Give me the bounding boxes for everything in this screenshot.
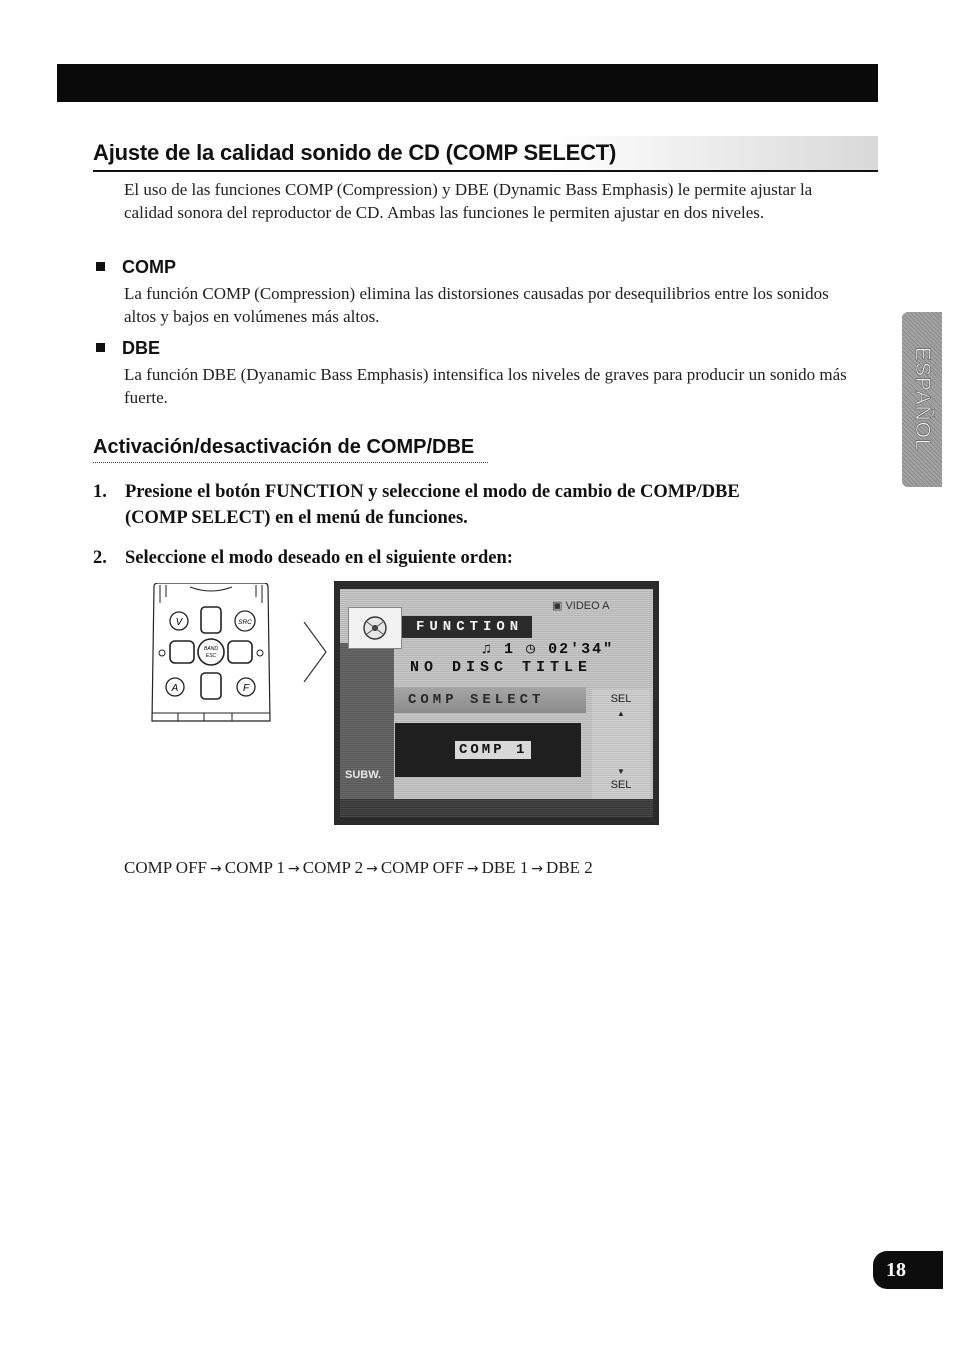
triangle-up-icon: ▲ [617,709,625,718]
comp-value-box [395,723,581,777]
sequence-item: COMP 2 [302,858,364,877]
sel-top-label: SEL [610,693,632,705]
video-tag [552,599,609,612]
subsection-title: Activación/desactivación de COMP/DBE [93,432,488,463]
comp-heading [96,256,176,278]
sel-column [592,689,650,799]
step-number: 2. [93,548,107,568]
step-1 [93,479,765,531]
v-label: V [175,617,183,628]
play-time: 02'34" [548,641,615,658]
intro-paragraph: El uso de las funciones COMP (Compression) y DBE (Dynamic Bass Emphasis) le permite ajustar la calidad sonora del reproductor de CD. Ambas las funciones le permiten ajustar en dos niveles. [124,180,813,222]
sequence-item: COMP OFF [380,858,464,877]
comp-heading-text: COMP [122,257,176,277]
comp-paragraph: La función COMP (Compression) elimina las distorsiones causadas por desequilibrios entre los sonidos altos y bajos en volúmenes más altos. [124,284,829,326]
track-time-line [482,639,614,658]
esc-label: ESC [205,653,217,659]
sequence-item: COMP OFF [124,858,207,877]
arrow-right-icon: → [288,861,300,877]
screen-bottom-band [340,799,653,817]
disc-title: NO DISC TITLE [410,659,593,676]
right-button-icon [228,641,252,663]
band-esc-button-icon [198,639,224,665]
arrow-right-icon: → [531,861,544,877]
language-side-tab [902,312,942,487]
page-number: 18 [873,1251,943,1289]
video-box-icon: ▣ [552,600,566,612]
sequence-item: DBE 1 [481,858,529,877]
display-screen [334,581,659,825]
step-text: Presione el botón FUNCTION y seleccione el modo de cambio de COMP/DBE (COMP SELECT) en el menú de funciones. [125,482,740,528]
arrow-icon [302,620,328,684]
subw-label: SUBW. [345,769,382,781]
step-number: 1. [93,482,107,502]
comp-select-menu-item[interactable]: COMP SELECT [394,687,586,713]
step-text: Seleccione el modo deseado en el siguiente orden: [125,548,513,568]
sel-bottom-label: SEL [610,779,632,791]
dbe-heading-text: DBE [122,338,161,358]
bullet-square-icon [96,262,105,271]
video-tag-label: VIDEO A [565,600,610,612]
down-button-icon [201,673,221,699]
header-bar [57,64,878,102]
display-screen-inner [340,589,653,817]
remote-control-illustration [148,583,274,723]
band-label: BAND [204,646,218,652]
dbe-heading [96,337,160,359]
left-button-icon [170,641,194,663]
up-button-icon [201,607,221,633]
music-note-icon: ♫ [482,641,505,658]
arrow-right-icon: → [210,861,222,877]
src-label: SRC [238,619,252,626]
arrow-right-icon: → [366,861,378,877]
f-label: F [242,683,250,694]
mode-sequence [124,856,593,881]
comp-value: COMP 1 [455,741,531,759]
track-number: 1 [504,641,516,658]
step-2 [93,545,765,571]
bullet-square-icon [96,343,105,352]
sequence-item: COMP 1 [224,858,286,877]
function-label: FUNCTION [402,616,532,638]
a-label: A [171,683,179,694]
section-title: Ajuste de la calidad sonido de CD (COMP SELECT) [93,136,878,172]
language-label: ESPAÑOL [911,347,934,452]
clock-icon: ◷ [515,641,549,658]
arrow-right-icon: → [466,861,479,877]
dbe-paragraph: La función DBE (Dyanamic Bass Emphasis) intensifica los niveles de graves para producir un sonido más fuerte. [124,365,847,407]
sequence-item: DBE 2 [546,858,593,877]
cd-icon [348,607,402,649]
triangle-down-icon: ▼ [617,767,625,776]
